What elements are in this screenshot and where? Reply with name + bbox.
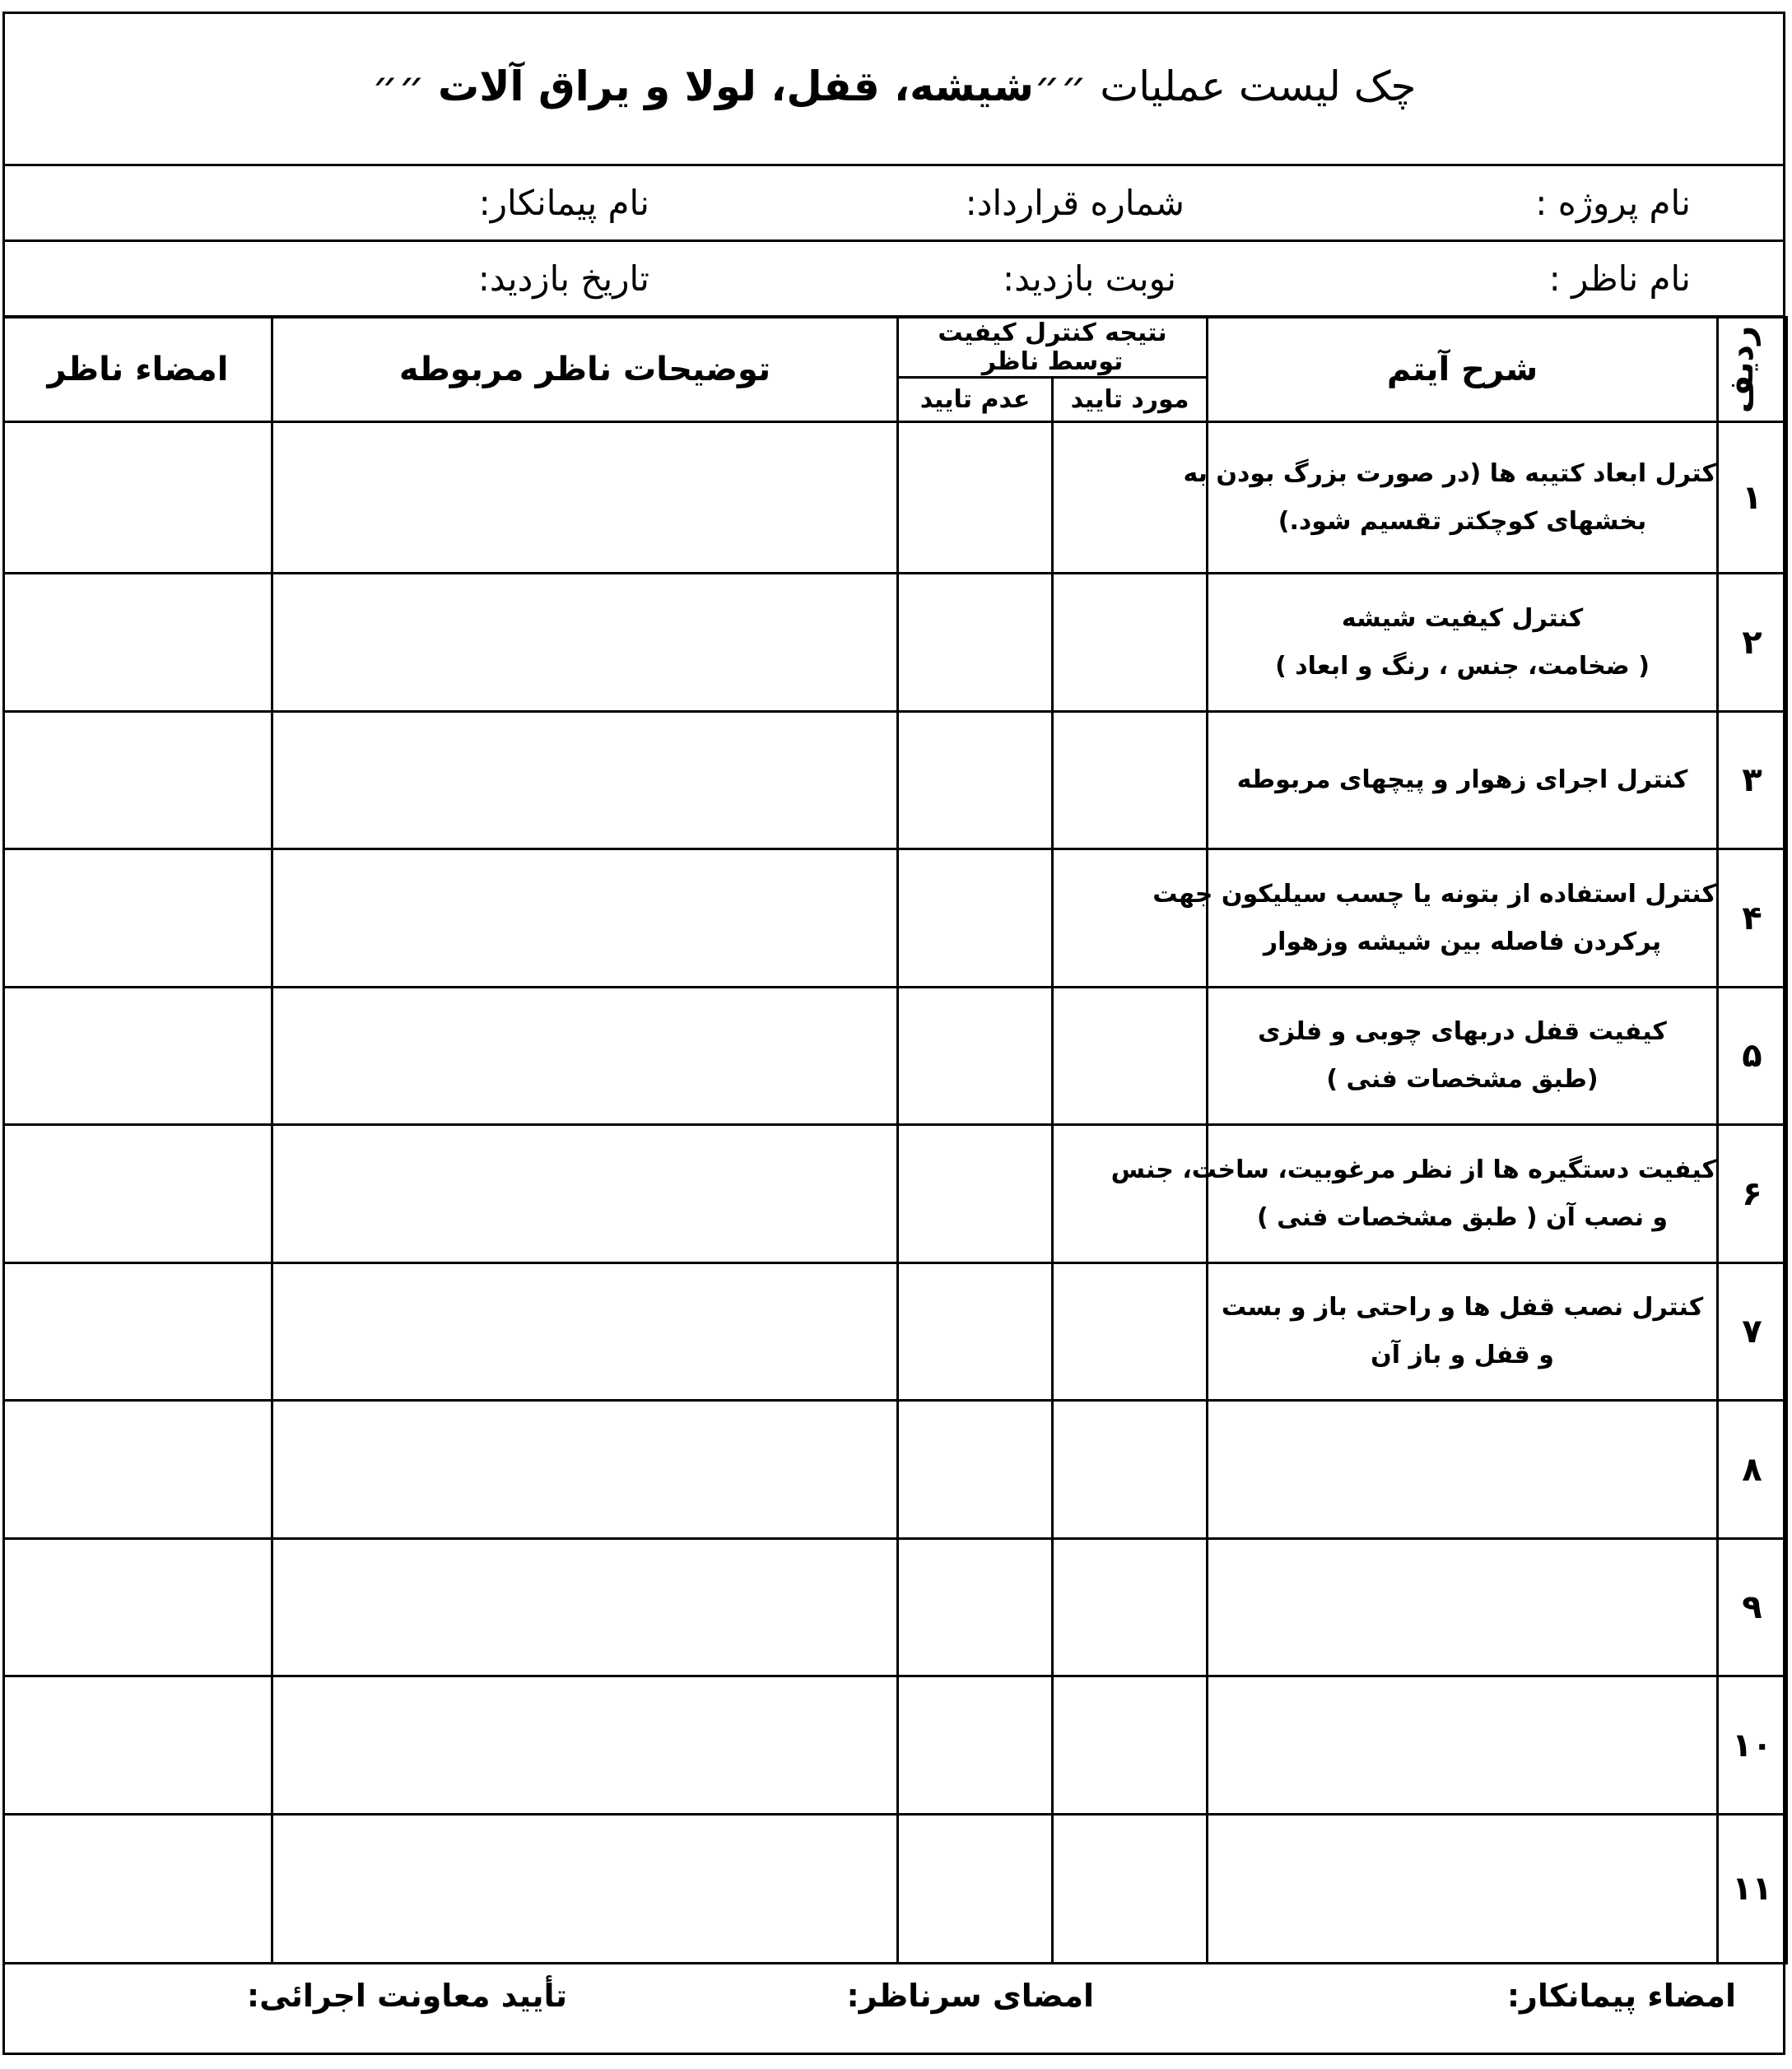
row-not-approved-cell[interactable]: [898, 1125, 1053, 1263]
row-not-approved-cell[interactable]: [898, 988, 1053, 1125]
table-row: [4, 988, 1787, 1125]
header-row-number: ردیف: [1718, 318, 1787, 422]
checklist-table: [2, 316, 1788, 1964]
row-approved-cell[interactable]: [1053, 1815, 1208, 1964]
row-description[interactable]: [1208, 1539, 1718, 1676]
table-row: [4, 1815, 1787, 1964]
info-row-visit: [2, 242, 1785, 318]
table-header-row: [4, 318, 1787, 378]
title-suffix: ״״: [371, 63, 438, 110]
table-row: [4, 1401, 1787, 1539]
row-signature-cell[interactable]: [4, 1263, 272, 1401]
title-prefix: چک لیست عملیات ״״: [1033, 63, 1417, 110]
row-comments-cell[interactable]: [272, 1401, 898, 1539]
row-description-line2: و قفل و باز آن: [1371, 1341, 1554, 1369]
contractor-name-label: نام پیمانکار:: [478, 183, 649, 223]
table-row: [4, 422, 1787, 574]
signature-footer: [2, 1945, 1785, 2055]
row-description-line1: کنترل استفاده از بتونه یا چسب سیلیکون جهت: [1152, 879, 1717, 909]
row-signature-cell[interactable]: [4, 1815, 272, 1964]
row-description[interactable]: [1208, 1401, 1718, 1539]
table-row: [4, 849, 1787, 988]
row-approved-cell[interactable]: [1053, 988, 1208, 1125]
row-description: [1183, 422, 1718, 574]
title-band: [2, 12, 1785, 166]
row-description-line2: (طبق مشخصات فنی ): [1326, 1065, 1599, 1094]
row-comments-cell[interactable]: [272, 1263, 898, 1401]
table-row: [4, 1676, 1787, 1815]
header-qc-result: نتیجه کنترل کیفیت توسط ناظر: [898, 318, 1208, 378]
row-description-line2: ( ضخامت، جنس ، رنگ و ابعاد ): [1275, 651, 1650, 681]
row-approved-cell[interactable]: [1053, 1401, 1208, 1539]
row-description-line1: کیفیت دستگیره ها از نظر مرغوبیت، ساخت، جنس: [1110, 1155, 1717, 1184]
row-description: [1208, 1263, 1718, 1401]
row-approved-cell[interactable]: [1053, 712, 1208, 849]
row-comments-cell[interactable]: [272, 1539, 898, 1676]
row-signature-cell[interactable]: [4, 849, 272, 988]
row-not-approved-cell[interactable]: [898, 1401, 1053, 1539]
row-not-approved-cell[interactable]: [898, 1539, 1053, 1676]
row-not-approved-cell[interactable]: [898, 1815, 1053, 1964]
row-not-approved-cell[interactable]: [898, 1676, 1053, 1815]
row-comments-cell[interactable]: [272, 712, 898, 849]
chief-supervisor-signature-label: امضای سرناظر:: [846, 1978, 1094, 2014]
row-number: ۱: [1718, 422, 1787, 574]
row-signature-cell[interactable]: [4, 712, 272, 849]
row-description-line2: پرکردن فاصله بین شیشه وزهوار: [1263, 927, 1662, 956]
row-comments-cell[interactable]: [272, 1125, 898, 1263]
deputy-approval-label: تأیید معاونت اجرائی:: [246, 1978, 567, 2014]
row-signature-cell[interactable]: [4, 422, 272, 574]
row-not-approved-cell[interactable]: [898, 422, 1053, 574]
row-number: ۱۱: [1718, 1815, 1787, 1964]
page-title: [2, 63, 1785, 110]
row-signature-cell[interactable]: [4, 988, 272, 1125]
row-description-line1: کنترل نصب قفل ها و راحتی باز و بست: [1221, 1293, 1704, 1322]
row-comments-cell[interactable]: [272, 1676, 898, 1815]
header-approved: مورد تایید: [1053, 378, 1208, 422]
project-name-label: نام پروژه :: [1535, 183, 1691, 223]
row-description[interactable]: [1208, 1815, 1718, 1964]
table-row: [4, 1263, 1787, 1401]
row-description: [1110, 1125, 1718, 1263]
row-not-approved-cell[interactable]: [898, 574, 1053, 712]
row-signature-cell[interactable]: [4, 1539, 272, 1676]
header-comments: توضیحات ناظر مربوطه: [272, 318, 898, 422]
row-description: [1208, 574, 1718, 712]
table-row: [4, 1539, 1787, 1676]
row-not-approved-cell[interactable]: [898, 712, 1053, 849]
row-number: ۳: [1718, 712, 1787, 849]
row-not-approved-cell[interactable]: [898, 849, 1053, 988]
contract-number-label: شماره قرارداد:: [965, 183, 1185, 223]
supervisor-name-label: نام ناظر :: [1548, 258, 1691, 299]
visit-date-label: تاریخ بازدید:: [477, 258, 649, 299]
table-row: [4, 574, 1787, 712]
row-approved-cell[interactable]: [1053, 574, 1208, 712]
row-signature-cell[interactable]: [4, 574, 272, 712]
header-signature: امضاء ناظر: [4, 318, 272, 422]
row-number: ۴: [1718, 849, 1787, 988]
row-approved-cell[interactable]: [1053, 849, 1208, 988]
info-row-project: [2, 166, 1785, 242]
row-comments-cell[interactable]: [272, 1815, 898, 1964]
table-row: [4, 1125, 1787, 1263]
row-approved-cell[interactable]: [1053, 1539, 1208, 1676]
visit-turn-label: نوبت بازدید:: [1002, 258, 1176, 299]
row-number: ۶: [1718, 1125, 1787, 1263]
row-approved-cell[interactable]: [1053, 1263, 1208, 1401]
row-description-line1: کترل ابعاد کتیبه ها (در صورت بزرگ بودن به: [1183, 458, 1717, 488]
row-approved-cell[interactable]: [1053, 1125, 1208, 1263]
contractor-signature-label: امضاء پیمانکار:: [1506, 1978, 1736, 2014]
row-number: ۸: [1718, 1401, 1787, 1539]
row-number: ۹: [1718, 1539, 1787, 1676]
row-signature-cell[interactable]: [4, 1676, 272, 1815]
row-number: ۵: [1718, 988, 1787, 1125]
row-approved-cell[interactable]: [1053, 1676, 1208, 1815]
row-not-approved-cell[interactable]: [898, 1263, 1053, 1401]
header-description: شرح آیتم: [1208, 318, 1718, 422]
row-description: [1152, 849, 1718, 988]
row-comments-cell[interactable]: [272, 422, 898, 574]
row-signature-cell[interactable]: [4, 1401, 272, 1539]
row-approved-cell[interactable]: [1053, 422, 1208, 574]
row-description-line2: بخشهای کوچکتر تقسیم شود.): [1278, 506, 1647, 536]
row-comments-cell[interactable]: [272, 849, 898, 988]
row-description: [1208, 988, 1718, 1125]
row-description-line1: کنترل کیفیت شیشه: [1341, 603, 1584, 633]
row-comments-cell[interactable]: [272, 574, 898, 712]
row-description-line1: کنترل اجرای زهوار و پیچهای مربوطه: [1236, 765, 1688, 794]
row-description: [1208, 712, 1718, 849]
row-number: ۱۰: [1718, 1676, 1787, 1815]
title-main: شیشه، قفل، لولا و یراق آلات: [437, 63, 1034, 110]
table-row: [4, 712, 1787, 849]
row-comments-cell[interactable]: [272, 988, 898, 1125]
row-description-line2: و نصب آن ( طبق مشخصات فنی ): [1256, 1202, 1669, 1232]
row-number: ۲: [1718, 574, 1787, 712]
header-not-approved: عدم تایید: [898, 378, 1053, 422]
row-signature-cell[interactable]: [4, 1125, 272, 1263]
row-description-line1: کیفیت قفل دربهای چوبی و فلزی: [1258, 1017, 1667, 1046]
row-number: ۷: [1718, 1263, 1787, 1401]
row-description[interactable]: [1208, 1676, 1718, 1815]
